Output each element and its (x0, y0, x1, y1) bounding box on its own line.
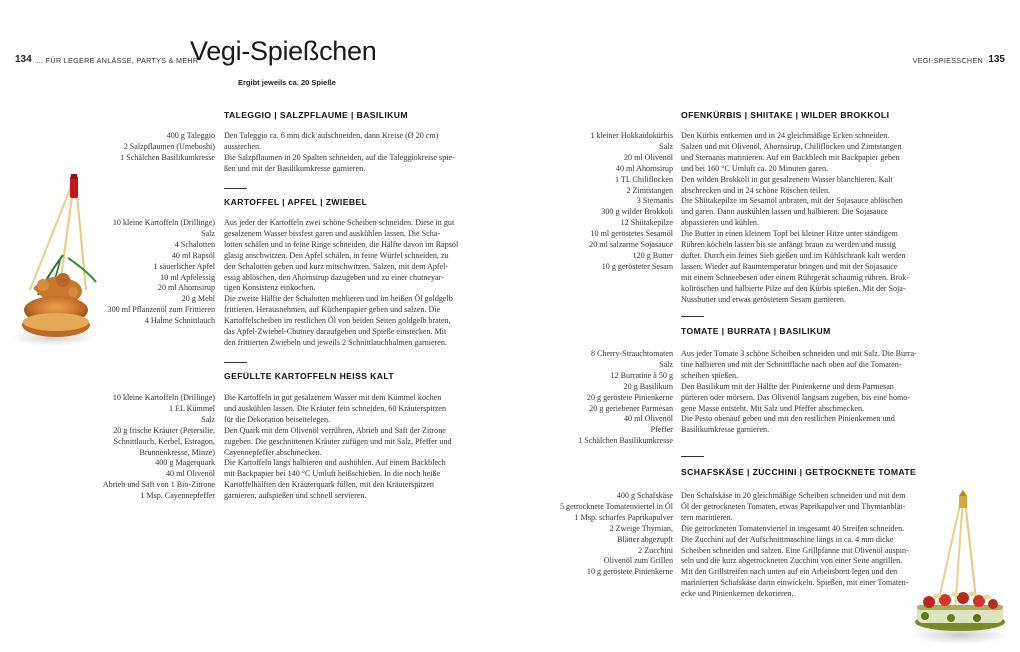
ingredient: 1 EL Kümmel (168, 403, 215, 413)
skewer-photo-potato (8, 170, 108, 355)
page-title: Vegi-Spießchen (190, 36, 377, 66)
instruction-line: tine halbieren und mit der Schnittfläche nach oben auf die Tomaten- (681, 359, 902, 369)
instruction-line: mit Backpapier bei 140 °C Umluft heißschieben. In die noch heiße (224, 469, 441, 479)
recipe-heading-gefuellte-kartoffeln: GEFÜLLTE KARTOFFELN HEISS KALT (224, 371, 395, 381)
instruction-line: glasig anschwitzen. Den Apfel schälen, in feine Würfel schneiden, zu (224, 250, 449, 260)
ingredient: Olivenöl zum Grillen (603, 556, 673, 566)
instruction-line: Die getrockneten Tomatenviertel in insgesamt 40 Streifen schneiden. (681, 523, 905, 533)
ingredient: Blätter abgezupft (617, 534, 673, 544)
instruction-line: und garen. Dann auskühlen lassen und halbieren. Die Sojasauce (681, 207, 888, 217)
instruction-line: Basilikumkresse garnieren. (681, 425, 770, 435)
instruction-line: Aus jeder der Kartoffeln zwei schöne Scheiben schneiden. Diese in gut (224, 218, 455, 227)
recipe-heading-taleggio: TALEGGIO | SALZPFLAUME | BASILIKUM (224, 110, 408, 120)
instruction-line: essig ablöschen, den Ahornsirup dazugeben und zu einer chutneyar- (224, 272, 444, 282)
instruction-line: Die Salzpflaumen in 20 Spalten schneiden, auf die Taleggiokreise spie- (224, 152, 455, 162)
instruction-line: Die Butter in einen kleinem Topf bei kleiner Hitze unter ständigem (681, 229, 898, 239)
ingredient: 20 g frische Kräuter (Petersilie, (113, 425, 215, 435)
instruction-line: Kartoffelscheiben im restlichen Öl von beiden Seiten goldgelb braten, (224, 316, 451, 326)
instruction-line: Rühren köcheln lassen bis sie anfängt braun zu werden und nussig (681, 240, 896, 250)
instruction-line: Nussbutter und etwas geröstetem Sesam garnieren. (681, 294, 846, 304)
instruction-line: Aus jeder Tomate 3 schöne Scheiben schneiden und mit Salz. Die Burra- (681, 349, 917, 358)
left-running-title: … FÜR LEGERE ANLÄSSE, PARTYS & MEHR (36, 56, 199, 65)
ingredient: 20 ml Ahornsirup (157, 283, 215, 293)
section-divider (224, 188, 247, 189)
instruction-line: für die Dekoration beiseitelegen. (224, 414, 331, 424)
instruction-line: Die Kartoffeln in gut gesalzenem Wasser mit dem Kümmel kochen (224, 393, 442, 402)
instruction-line: marinierten Schafskäse darin einwickeln. Spießen, mit einer Tomaten- (681, 578, 909, 588)
instructions-schafskaese (681, 491, 918, 600)
ingredient: 120 g Butter (632, 250, 673, 260)
instruction-line: Scheiben schneiden und salzen. Eine Grillpfanne mit Olivenöl auspin- (681, 545, 909, 555)
instruction-line: garnieren, aufspießen und schnell servieren. (224, 491, 367, 501)
ingredient: 8 Cherry-Strauchtomaten (590, 349, 673, 358)
instruction-line: frittieren. Herausnehmen, auf Küchenpapier geben und salzen. Die (224, 305, 441, 315)
instructions-ofenkuerbis (681, 131, 918, 306)
instruction-line: Den Schafskäse in 20 gleichmäßige Scheiben schneiden und mit dem (681, 491, 906, 500)
ingredient-list-schafskaese (560, 491, 673, 578)
ingredient: 4 Schalotten (174, 239, 215, 249)
instruction-line: lotten schälen und in feine Ringe schneiden, die Hälfte davon im Rapsöl (224, 239, 459, 249)
ingredient: 10 kleine Kartoffeln (Drillinge) (112, 218, 215, 227)
instruction-line: gene Masse entsteht. Mit Salz und Pfeffer abschmecken. (681, 403, 865, 413)
ingredient: 400 g Schafskäse (616, 491, 673, 500)
ingredient: 20 g Mehl (181, 294, 215, 304)
ingredient: 4 Halme Schnittlauch (144, 316, 215, 326)
ingredient: 40 ml Olivenöl (165, 469, 215, 479)
instruction-line: Cayennepfeffer abschmecken. (224, 447, 322, 457)
section-divider (681, 316, 704, 317)
instruction-line: pürieren oder mörsern. Das Olivenöl langsam zugeben, bis eine homo- (681, 392, 911, 402)
instruction-line: ßen und mit der Basilikumkresse garnieren. (224, 163, 366, 173)
instruction-line: Den Quark mit dem Olivenöl verrühren, Abrieb und Saft der Zitrone (224, 425, 446, 435)
ingredient: 300 ml Pflanzenöl zum Frittieren (107, 305, 215, 315)
instruction-line: Den Basilikum mit der Hälfte der Pinienkerne und dem Parmesan (681, 381, 894, 391)
instruction-line: Den Kürbis entkernen und in 24 gleichmäßige Ecken schneiden. (681, 131, 890, 140)
instruction-line: Die Kartoffeln längs halbieren und aushöhlen. Auf einem Backblech (224, 458, 446, 468)
instruction-line: tern marinieren. (681, 512, 733, 522)
instruction-line: Salzen und mit Olivenöl, Ahornsirup, Chiliflocken und Zimtstangen (681, 141, 902, 151)
ingredient: 1 TL Chiliflocken (615, 174, 673, 184)
instruction-line: Die Zucchini auf der Aufschnittmaschine längs in ca. 4 mm dicke (681, 534, 894, 544)
ingredient: 1 Msp. Cayennepfeffer (140, 491, 215, 501)
instruction-line: und Sternanis marinieren. Auf ein Backblech mit Backpapier geben (681, 152, 900, 162)
ingredient-list-ofenkuerbis (589, 131, 673, 273)
section-divider (681, 456, 704, 457)
left-page-number: 134 (15, 54, 32, 65)
instruction-line: und auskühlen lassen. Die Kräuter fein schneiden, 60 Kräuterspitzen (224, 403, 447, 413)
ingredient: 20 ml salzarme Sojasauce (589, 240, 673, 250)
ingredient: 40 ml Ahornsirup (615, 163, 673, 173)
instruction-line: Öl der getrockneten Tomaten, etwas Paprikapulver und Thymianblät- (681, 501, 906, 511)
right-page-number: 135 (988, 54, 1005, 65)
instruction-line: abpassieren und kühlen. (681, 218, 759, 228)
ingredient: 400 g Taleggio (166, 131, 215, 140)
instructions-taleggio (224, 131, 461, 175)
ingredient: 2 Salzpflaumen (Umeboshi) (123, 141, 215, 151)
instruction-line: koliröschen und halbierte Pilze auf den Kürbis spießen. Mit der Soja- (681, 283, 906, 293)
instruction-line: zugeben. Die geschnittenen Kräuter zufügen und mit Salz, Pfeffer und (224, 436, 452, 446)
ingredient-list-kartoffel-apfel (108, 218, 215, 327)
ingredient: 2 Zucchini (638, 545, 673, 555)
ingredient-list-taleggio (120, 131, 215, 164)
ingredient: 20 g geriebener Parmesan (589, 403, 673, 413)
ingredient: 20 g Basilikum (623, 381, 673, 391)
ingredient: 1 Msp. scharfes Paprikapulver (574, 512, 673, 522)
ingredient: 2 Zimtstangen (626, 185, 673, 195)
recipe-heading-tomate-burrata: TOMATE | BURRATA | BASILIKUM (681, 326, 831, 336)
ingredient: Pfeffer (650, 425, 673, 435)
ingredient: Salz (659, 141, 673, 151)
instruction-line: Die Shiitakepilze im Sesamöl anbraten, mit der Sojasauce ablöschen (681, 196, 903, 206)
ingredient: 10 kleine Kartoffeln (Drillinge) (112, 393, 215, 402)
recipe-heading-kartoffel-apfel: KARTOFFEL | APFEL | ZWIEBEL (224, 197, 368, 207)
ingredient: 20 ml Olivenöl (623, 152, 673, 162)
instruction-line: seln und die kurz abgetrockneten Zucchini von einer Seite angrillen. (681, 556, 903, 566)
ingredient-list-gefuellte-kartoffeln (103, 393, 215, 502)
ingredient: 40 ml Olivenöl (623, 414, 673, 424)
ingredient-list-tomate-burrata (578, 349, 673, 447)
instruction-line: Die zweite Hälfte der Schalotten mehlieren und im heißen Öl goldgelb (224, 294, 453, 304)
ingredient: 1 säuerlicher Apfel (153, 261, 215, 271)
ingredient: 1 Schälchen Basilikumkresse (578, 436, 673, 446)
instruction-line: Den Taleggio ca. 6 mm dick aufschneiden, dann Kreise (Ø 20 cm) (224, 131, 439, 140)
instruction-line: und bei 160 °C Umluft ca. 20 Minuten garen. (681, 163, 829, 173)
ingredient: Salz (659, 359, 673, 369)
instruction-line: ausstechen. (224, 141, 262, 151)
instruction-line: Kartoffelhälften den Kräuterquark füllen, mit den Kräuterspitzen (224, 480, 434, 490)
instruction-line: den frittierten Zwiebeln und jeweils 2 Schnittlauchhalmen garnieren. (224, 337, 447, 347)
instruction-line: mit einem Schneebesen oder einem Rührgerät schaumig rühren. Brok- (681, 272, 909, 282)
ingredient: 20 g geröstete Pinienkerne (586, 392, 673, 402)
instruction-line: lassen. Wieder auf Raumtemperatur bringen und mit der Sojasauce (681, 261, 898, 271)
instruction-line: tigen Konsistenz einkochen. (224, 283, 316, 293)
instruction-line: das Apfel-Zwiebel-Chutney daraufgeben und Spieße einstecken. Mit (224, 327, 447, 337)
ingredient: 300 g wilder Brokkoli (601, 207, 673, 217)
instruction-line: gesalzenem Wasser bissfest garen und auskühlen lassen. Die Scha- (224, 228, 441, 238)
ingredient: 2 Zweige Thymian, (609, 523, 673, 533)
ingredient: 40 ml Rapsöl (171, 250, 215, 260)
yield-note: Ergibt jeweils ca. 20 Spieße (238, 78, 336, 87)
ingredient: 5 getrocknete Tomatenviertel in Öl (559, 501, 673, 511)
recipe-heading-ofenkuerbis: OFENKÜRBIS | SHIITAKE | WILDER BROKKOLI (681, 110, 890, 120)
ingredient: Abrieb und Saft von 1 Bio-Zitrone (102, 480, 215, 490)
ingredient: 10 ml Apfelessig (160, 272, 215, 282)
recipe-heading-schafskaese: SCHAFSKÄSE | ZUCCHINI | GETROCKNETE TOMATE (681, 467, 917, 477)
instructions-gefuellte-kartoffeln (224, 393, 461, 502)
skewer-photo-tomato-zucchini (905, 490, 1015, 652)
ingredient: Schnittlauch, Kerbel, Estragon, (113, 436, 215, 446)
ingredient: 12 Burratine à 50 g (610, 370, 673, 380)
ingredient: Brunnenkresse, Minze) (139, 447, 215, 457)
instructions-kartoffel-apfel (224, 218, 461, 349)
ingredient: 1 Schälchen Basilikumkresse (120, 152, 215, 162)
instruction-line: duftet. Durch ein feines Sieb gießen und im Kühlschrank kalt werden (681, 250, 906, 260)
ingredient: 10 ml geröstetes Sesamöl (590, 229, 673, 239)
instruction-line: den Schalotten geben und kurz mitschwitzen. Salzen, mit dem Apfel- (224, 261, 449, 271)
ingredient: 400 g Magerquark (155, 458, 215, 468)
instruction-line: scheiben spießen. (681, 370, 739, 380)
instructions-tomate-burrata (681, 349, 918, 436)
instruction-line: abschrecken und in 24 schöne Röschen teilen. (681, 185, 831, 195)
ingredient: Salz (201, 228, 215, 238)
instruction-line: ecke und Pinienkernen dekorieren. (681, 589, 794, 599)
ingredient: 1 kleiner Hokkaidokürbis (590, 131, 673, 140)
right-running-title: VEGI-SPIESSCHEN (912, 56, 983, 65)
ingredient: 10 g gerösteter Sesam (601, 261, 673, 271)
ingredient: 3 Sternanis (636, 196, 673, 206)
instruction-line: Den wilden Brokkoli in gut gesalzenem Wasser blanchieren. Kalt (681, 174, 893, 184)
instruction-line: Mit den Grillstreifen nach unten auf ein Arbeitsbrett legen und den (681, 567, 898, 577)
ingredient: 12 Shiitakepilze (620, 218, 673, 228)
ingredient: 10 g geröstete Pinienkerne (586, 567, 673, 577)
section-divider (224, 362, 247, 363)
ingredient: Salz (201, 414, 215, 424)
instruction-line: Die Pesto obenauf geben und mit den restlichen Pinienkernen und (681, 414, 895, 424)
